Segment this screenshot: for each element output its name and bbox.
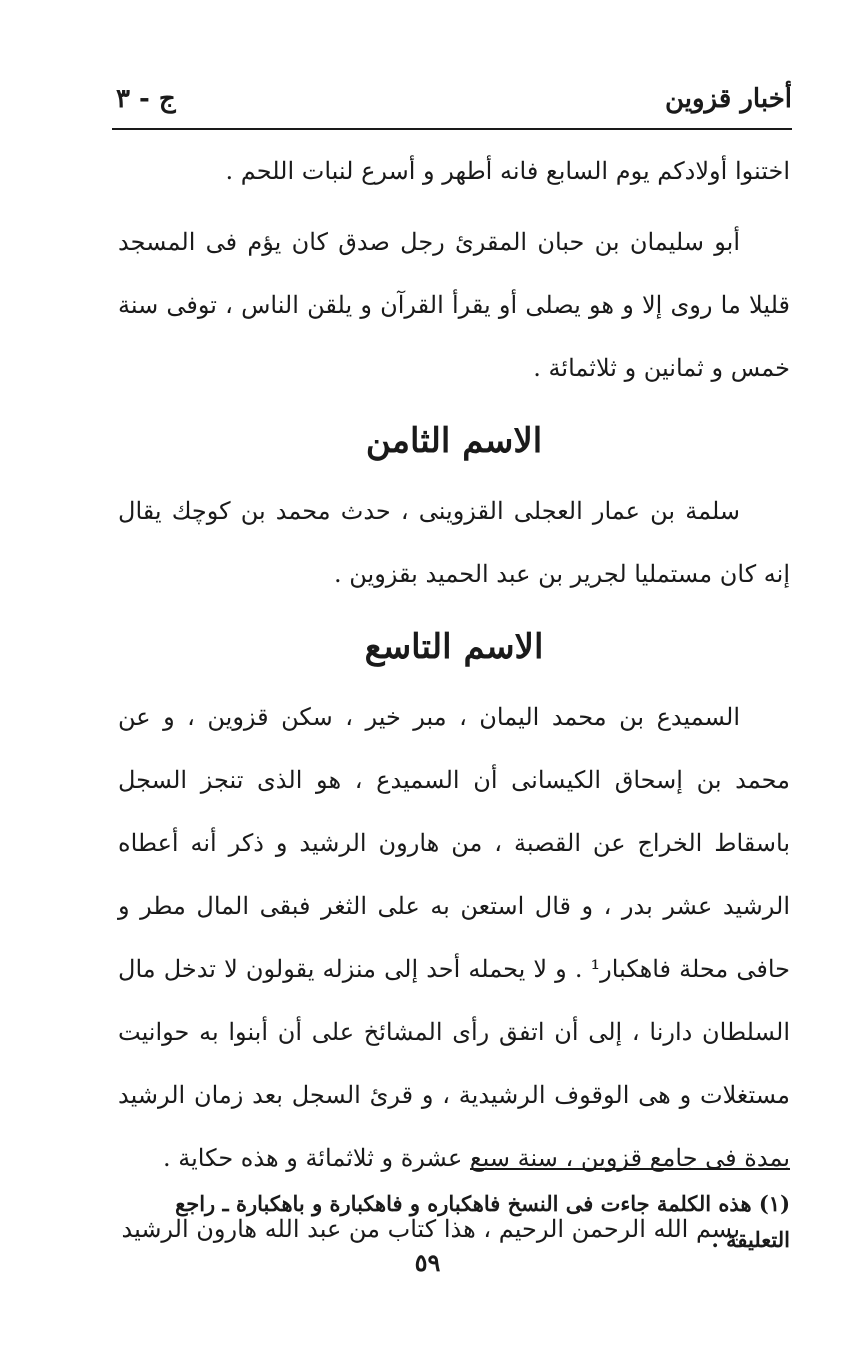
paragraph-gap [118, 203, 790, 211]
page-number: ٥٩ [414, 1248, 441, 1277]
paragraph: أبو سليمان بن حبان المقرئ رجل صدق كان يؤم فى المسجد قليلا ما روى إلا و هو يصلى أو يقرأ القرآن و يلقن الناس ، توفى سنة خمس و ثمانين و ثلاثمائة . [118, 228, 791, 382]
main-text [118, 140, 790, 1261]
footnote-divider [470, 1168, 790, 1170]
header-divider [112, 128, 792, 130]
basmala-paragraph: بسم الله الرحمن الرحيم ، هذا كتاب من عبد الله هارون الرشيد [121, 1215, 740, 1243]
paragraph: سلمة بن عمار العجلى القزوينى ، حدث محمد بن كوچك يقال إنه كان مستمليا لجرير بن عبد الحميد بقزوين . [118, 497, 790, 588]
running-title: أخبار قزوين [664, 84, 792, 114]
running-header [112, 78, 792, 126]
footnote: (١) هذه الكلمة جاءت فى النسخ فاهكباره و فاهكبارة و باهكبارة ـ راجع التعليقة . [175, 1191, 790, 1252]
section-heading-eighth: الاسم الثامن [365, 421, 543, 461]
paragraph: السميدع بن محمد اليمان ، مبر خير ، سكن قزوين ، و عن محمد بن إسحاق الكيسانى أن السميدع ، هو الذى تنجز السجل باسقاط الخراج عن القصبة ، من هارون الرشيد و ذكر أنه أعطاه الرشيد عشر بدر ، و قال استعن به على الثغر فبقى المال مطر و حافى محلة فاهكبار¹ . و لا يحمله أحد إلى منزله يقولون لا تدخل مال السلطان دارنا ، إلى أن اتفق رأى المشائخ على أن أبنوا به حوانيت مستغلات و هى الوقوف الرشيدية ، و قرئ السجل بعد زمان الرشيد بمدة فى جامع قزوين ، سنة سبع عشرة و ثلاثمائة و هذه حكاية . [118, 703, 791, 1172]
volume-marker: ج - ٣ [116, 84, 176, 114]
paragraph: اختنوا أولادكم يوم السابع فانه أطهر و أسرع لنبات اللحم . [225, 157, 790, 185]
section-heading-ninth: الاسم التاسع [364, 627, 544, 667]
